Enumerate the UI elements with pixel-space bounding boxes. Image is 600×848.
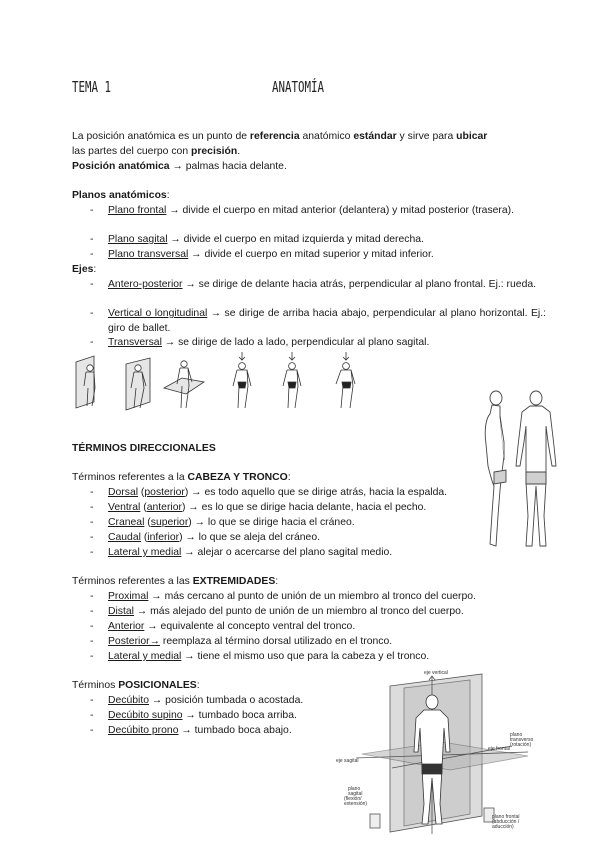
- bullet-dash: -: [90, 725, 94, 736]
- list-term: Decúbito: [108, 695, 150, 706]
- list-term: Ventral: [108, 502, 141, 513]
- intro-bold: Posición anatómica: [72, 161, 170, 172]
- colon: :: [166, 190, 170, 201]
- bullet-dash: -: [90, 502, 94, 513]
- intro-line-2: [72, 145, 528, 160]
- heading-text: Planos anatómicos: [72, 190, 167, 201]
- list-rest: (: [144, 517, 151, 528]
- ejes-heading: [72, 263, 528, 278]
- list-item-text: [108, 516, 546, 531]
- bullet-dash: -: [90, 547, 94, 558]
- intro-text: Términos: [72, 680, 119, 691]
- list-term: Plano sagital: [108, 234, 168, 245]
- list-subterm: inferior: [147, 532, 180, 543]
- list-subterm: posterior: [144, 487, 185, 498]
- bullet-dash: -: [90, 337, 94, 348]
- bullet-dash: -: [90, 308, 94, 319]
- bullet-dash: -: [90, 234, 94, 245]
- list-rest: → se dirige de delante hacia atrás, perpendicular al plano frontal. Ej.: rueda.: [182, 279, 537, 290]
- intro-text: .: [237, 146, 241, 157]
- list-item-text: [108, 620, 546, 635]
- list-rest: ) → lo que se dirige hacia el cráneo.: [188, 517, 355, 528]
- list-rest: → divide el cuerpo en mitad izquierda y mitad derecha.: [167, 234, 424, 245]
- list-rest: → tumbado boca arriba.: [182, 710, 297, 721]
- list-term: Plano transversal: [108, 249, 189, 260]
- list-term: Transversal: [108, 337, 162, 348]
- list-subterm: superior: [150, 517, 189, 528]
- intro-text: → palmas hacia delante.: [169, 161, 287, 172]
- intro-text: anatómico: [299, 131, 354, 142]
- intro-line-3: [72, 160, 528, 175]
- list-rest: → equivalente al concepto ventral del tronco.: [144, 621, 356, 632]
- list-item-text: [108, 248, 546, 263]
- list-rest: ) → lo que se aleja del cráneo.: [179, 532, 320, 543]
- bullet-dash: -: [90, 636, 94, 647]
- list-item-text: [108, 336, 546, 351]
- topic-number: TEMA 1: [72, 78, 112, 96]
- colon: :: [93, 264, 97, 275]
- vertical-axis-figure-icon: [233, 352, 251, 408]
- list-item-text: [108, 650, 546, 665]
- list-term: Vertical o longitudinal: [108, 308, 208, 319]
- list-item-text: [108, 278, 546, 293]
- label-eje-frontal: eje frontal: [488, 746, 510, 752]
- list-rest: → se dirige de lado a lado, perpendicular al plano sagital.: [161, 337, 430, 348]
- list-rest: → tiene el mismo uso que para la cabeza y el tronco.: [181, 651, 430, 662]
- list-term: Distal: [108, 606, 134, 617]
- direccionales-heading: [72, 442, 528, 457]
- list-item-text: [108, 590, 546, 605]
- list-rest: (: [140, 502, 147, 513]
- label-plano-sagital: plano sagital (flexión/ extensión): [344, 786, 368, 807]
- bullet-dash: -: [90, 651, 94, 662]
- list-term: Decúbito supino: [108, 710, 183, 721]
- list-item-text: [108, 486, 546, 501]
- list-rest: → más alejado del punto de unión de un miembro al tronco del cuerpo.: [133, 606, 464, 617]
- bullet-dash: -: [90, 249, 94, 260]
- colon: :: [287, 472, 291, 483]
- list-rest: → alejar o acercarse del plano sagital medio.: [181, 547, 393, 558]
- list-item-text: [108, 709, 328, 724]
- bullet-dash: -: [90, 591, 94, 602]
- bullet-dash: -: [90, 606, 94, 617]
- transverse-plane-figure-icon: [164, 361, 204, 408]
- label-eje-sagital: eje sagital: [336, 758, 359, 764]
- intro-text: las partes del cuerpo con: [72, 146, 191, 157]
- list-item-text: [108, 531, 546, 546]
- list-item-text: [108, 694, 328, 709]
- list-item-text: [108, 635, 546, 650]
- bullet-dash: -: [90, 532, 94, 543]
- planos-heading: [72, 189, 528, 204]
- heading-text: TÉRMINOS DIRECCIONALES: [72, 443, 216, 454]
- intro-bold: EXTREMIDADES: [192, 576, 276, 587]
- bullet-dash: -: [90, 517, 94, 528]
- bullet-dash: -: [90, 621, 94, 632]
- bullet-dash: -: [90, 487, 94, 498]
- list-term: Decúbito prono: [108, 725, 179, 736]
- frontal-plane-figure-icon: [76, 356, 95, 408]
- list-item-text: [108, 233, 546, 248]
- list-rest: → divide el cuerpo en mitad superior y mitad inferior.: [188, 249, 434, 260]
- bullet-dash: -: [90, 695, 94, 706]
- list-term: Plano frontal: [108, 205, 167, 216]
- intro-bold: precisión: [191, 146, 238, 157]
- intro-line-1: [72, 130, 528, 145]
- list-term: Caudal: [108, 532, 141, 543]
- colon: :: [196, 680, 200, 691]
- list-rest: → tumbado boca abajo.: [178, 725, 292, 736]
- list-term: Proximal: [108, 591, 149, 602]
- intro-text: Términos referentes a la: [72, 472, 188, 483]
- intro-bold: referencia: [249, 131, 300, 142]
- intro-text: Términos referentes a las: [72, 576, 193, 587]
- list-rest: → más cercano al punto de unión de un miembro al tronco del cuerpo.: [148, 591, 476, 602]
- label-eje-vertical: eje vertical: [424, 670, 448, 676]
- list-item-text: [108, 724, 328, 739]
- list-rest: → divide el cuerpo en mitad anterior (delantera) y mitad posterior (trasera).: [166, 205, 515, 216]
- list-rest: ) → es lo que se dirige hacia delante, hacia el pecho.: [181, 502, 427, 513]
- list-rest: ) → es todo aquello que se dirige atrás, hacia la espalda.: [184, 487, 448, 498]
- bullet-dash: -: [90, 710, 94, 721]
- intro-bold: ubicar: [456, 131, 488, 142]
- list-term: Dorsal: [108, 487, 139, 498]
- intro-bold: POSICIONALES: [118, 680, 197, 691]
- list-term: Antero-posterior: [108, 279, 183, 290]
- heading-text: Ejes: [72, 264, 94, 275]
- list-rest: → posición tumbada o acostada.: [149, 695, 304, 706]
- list-term: Lateral y medial: [108, 651, 182, 662]
- list-term: Anterior: [108, 621, 145, 632]
- list-item-text: [108, 307, 546, 336]
- label-plano-frontal: plano frontal (abducción / aducción): [492, 814, 520, 830]
- list-rest: (: [140, 532, 148, 543]
- list-rest: reemplaza al término dorsal utilizado en el tronco.: [159, 636, 393, 647]
- intro-text: y sirve para: [396, 131, 457, 142]
- list-item-text: [108, 546, 546, 561]
- antero-posterior-axis-figure-icon: [283, 352, 301, 408]
- list-term: Craneal: [108, 517, 145, 528]
- list-subterm: anterior: [146, 502, 182, 513]
- label-plano-transverso: plano transverso (rotación): [510, 732, 534, 748]
- sagittal-plane-figure-icon: [126, 358, 150, 410]
- planes-axes-diagram: [332, 668, 550, 840]
- page-title: ANATOMÍA: [272, 78, 325, 96]
- intro-bold: CABEZA Y TRONCO: [187, 472, 288, 483]
- bullet-dash: -: [90, 205, 94, 216]
- intro-bold: estándar: [353, 131, 397, 142]
- list-item-text: [108, 605, 546, 620]
- list-item-text: [108, 501, 546, 516]
- cabeza-intro: [72, 471, 528, 486]
- list-term: Lateral y medial: [108, 547, 182, 558]
- planes-illustration-row: [72, 352, 372, 414]
- list-item-text: [108, 204, 546, 219]
- intro-text: La posición anatómica es un punto de: [72, 131, 250, 142]
- colon: :: [275, 576, 279, 587]
- list-rest: → se dirige de arriba hacia abajo, perpendicular al plano horizontal. Ej.: giro de ballet.: [108, 308, 546, 334]
- list-term: Posterior→: [108, 636, 160, 647]
- transverse-axis-figure-icon: [336, 352, 355, 408]
- bullet-dash: -: [90, 279, 94, 290]
- extremidades-intro: [72, 575, 528, 590]
- list-rest: (: [138, 487, 145, 498]
